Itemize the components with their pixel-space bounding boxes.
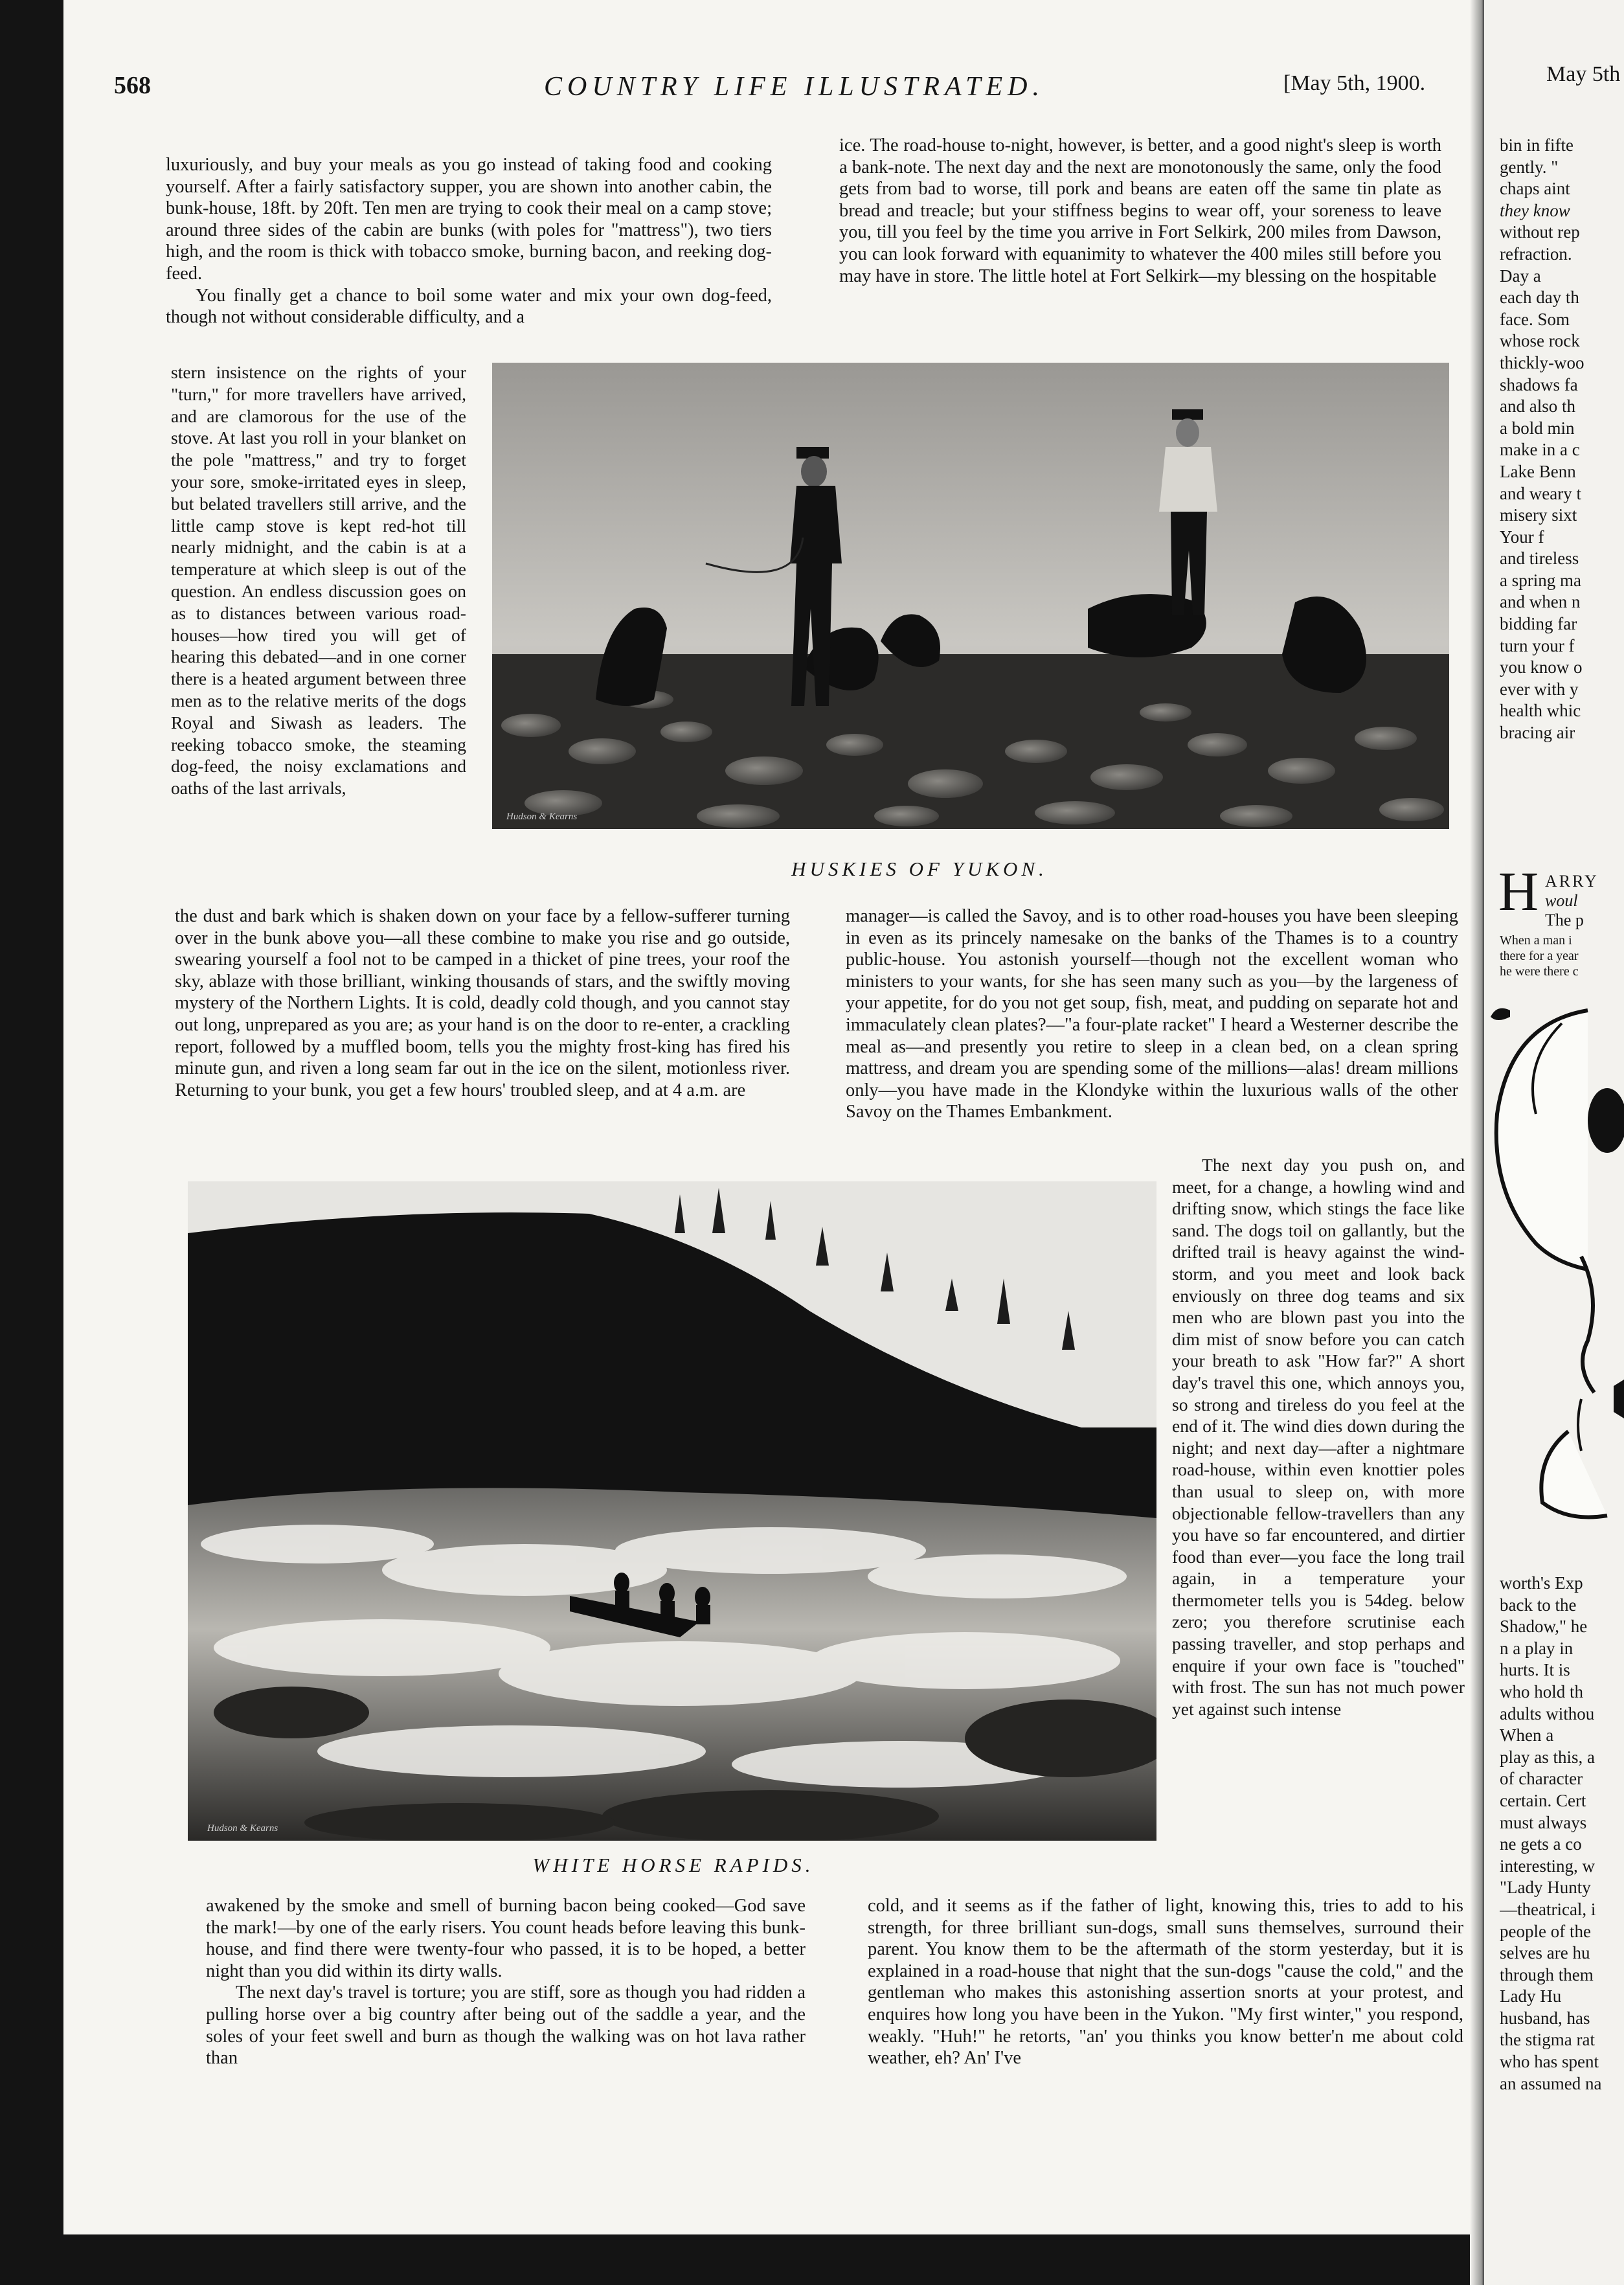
right-heading: ARRY woul The p (1545, 872, 1599, 929)
paragraph: the dust and bark which is shaken down on your face by a fellow-sufferer turning over in the bunk above you—all these combine to make you rise and go outside, swearing yourself a fool not to be camped in a thicket of pine trees, your roof the sky, ablaze with those brilliant, winking thousands of stars, and the swiftly moving mystery of the Northern Lights. It is cold, deadly cold though, and you cannot stay out long, unprepared as you are; as your hand is on the door to re-enter, a crackling report, followed by a muffled boom, tells you the mighty frost-king has fired his minute gun, and riven a long seam far out in the ice on the silent, motionless river. Returning to your bunk, you get a few hours' troubled sleep, and at 4 a.m. are (175, 906, 790, 1100)
issue-date: [May 5th, 1900. (1283, 71, 1426, 95)
paragraph: luxuriously, and buy your meals as you go instead of taking food and cooking yourself. After a fairly satisfactory supper, you are shown into another cabin, the bunk-house, 18ft. by 20ft. Ten men are trying to cook their meal on a camp stove; around three sides of the cabin are bunks (with poles for "mattress"), two tiers high, and the room is thick with tobacco smoke, burning bacon, and reeking dog-feed. (166, 155, 772, 284)
rapids-credit: Hudson & Kearns (207, 1823, 278, 1834)
col2-bottom-text (868, 1895, 1463, 2069)
right-page-header: May 5th (1546, 62, 1621, 86)
huskies-credit: Hudson & Kearns (506, 812, 578, 822)
col2-mid-text (846, 905, 1458, 1123)
huskies-photo (492, 363, 1449, 829)
paragraph: ice. The road-house to-night, however, is better, and a good night's sleep is worth a bank-note. The next day and the next are monotonously the same, only the food gets from bad to worse, till pork and beans are eaten off the same tin plate as bread and treacle; but your stiffness begins to wear off, your soreness to leave you, till you feel by the time you arrive in Fort Selkirk, 200 miles from Dawson, you can look forward with equanimity to whatever the 400 miles still before you may have in store. The little hotel at Fort Selkirk—my blessing on the hospitable (839, 135, 1441, 286)
col2-top-text (839, 135, 1441, 287)
paragraph: stern insistence on the rights of your "turn," for more travellers have arrived, and are clamorous for the use of the stove. At last you roll in your blanket on the pole "mattress," and try to forget your sore, smoke-irritated eyes in sleep, but belated travellers still arrive, and the little camp stove is kept red-hot till nearly midnight, and the cabin is at a temperature at which sleep is out of the question. An endless discussion goes on as to distances between various road-houses—how tired you will get of hearing this debated—and in one corner there is a heated argument between three men as to the relative merits of the dogs Royal and Siwash as leaders. The reeking tobacco smoke, the steaming dog-feed, the noisy exclamations and oaths of the last arrivals, (171, 362, 466, 799)
huskies-caption: HUSKIES OF YUKON. (791, 858, 1048, 880)
page-right (1484, 0, 1624, 2285)
right-col-top: bin in fifte gently. " chaps aint they know without rep refraction. Day a each day th face. Som whose rock thickly-woo shadows fa and also th a bold min make in a c Lake Benn and weary t misery sixt Your f and tireless a spring ma and when n bidding far turn your f you know o ever with y health whic bracing air (1500, 135, 1585, 743)
paragraph: cold, and it seems as if the father of light, knowing this, tries to add to his strength, for three brilliant sun-dogs, small suns themselves, surround their parent. You know them to be the aftermath of the storm yesterday, but it is explained in a road-house that night that the sun-dogs "cause the cold," and the gentleman who makes this astonishing assertion snorts at your protest, and enquires how long you have been in the Yukon. "My first winter," you respond, weakly. "Huh!" he retorts, "an' you thinks you know better'n me about cold weather, eh? An' I've (868, 1896, 1463, 2069)
paragraph: awakened by the smoke and smell of burning bacon being cooked—God save the mark!—by one of the early risers. You count heads before leaving this bunk-house, and find there were twenty-four who passed, it is to be hoped, a better night than you did within its dirty walls. (206, 1896, 806, 1981)
huskies-image (492, 363, 1449, 829)
cartoon-illustration (1484, 984, 1624, 1554)
col1-top-text (166, 154, 772, 328)
col1-bottom-text (206, 1895, 806, 2069)
rapids-photo (188, 1181, 1156, 1841)
page-number: 568 (114, 72, 151, 99)
col1-mid-text (175, 905, 790, 1101)
rapids-image (188, 1181, 1156, 1841)
drop-cap: H (1498, 860, 1539, 922)
rapids-caption: WHITE HORSE RAPIDS. (532, 1854, 815, 1876)
right-small-text: When a man i there for a year he were there c (1500, 933, 1579, 979)
paragraph: You finally get a chance to boil some water and mix your own dog-feed, though not without considerable difficulty, and a (166, 285, 772, 328)
col1-narrow-text (171, 361, 466, 799)
paragraph: The next day's travel is torture; you are stiff, sore as though you had ridden a pulling horse over a big country after being out of the saddle a year, and the soles of your feet swell and burn as though the walking was on hot lava rather than (206, 1983, 806, 2069)
col2-narrow-text (1172, 1154, 1465, 1720)
paragraph: manager—is called the Savoy, and is to other road-houses you have been sleeping in even as its princely namesake on the banks of the Thames is to a country public-house. You astonish yourself—though not the excellent woman who ministers to your wants, for she has seen many such as you—by the largeness of your appetite, for do you not get soup, fish, meat, and pudding on separate hot and immaculately clean plates?—"a four-plate racket" I heard a Westerner describe the meal as—and presently you retire to sleep in a clean bed, on a clean spring mattress, and dream you are spending some of the millions—alas! dream millions only—you have made in the Klondyke within the luxurious walls of the other Savoy on the Thames Embankment. (846, 906, 1458, 1122)
right-col-bottom: worth's Exp back to the Shadow," he n a play in hurts. It is who hold th adults withou When a play as this, a of character certain. Cert must always ne gets a co interesting, w "Lady Hunty —theatrical, i people of the selves are hu through them Lady Hu husband, has the stigma rat who has spent an assumed na (1500, 1573, 1602, 2093)
magazine-title: COUNTRY LIFE ILLUSTRATED. (544, 72, 1044, 102)
paragraph: The next day you push on, and meet, for a change, a howling wind and drifting snow, which stings the face like sand. The dogs toil on gallantly, but the drifted trail is heavy against the wind-storm, and you meet and look back enviously on three dog teams and six men who are blown past you into the dim mist of snow before you can catch your breath to ask "How far?" A short day's travel this one, which annoys you, so strong and tireless do you feel at the end of it. The wind dies down during the night; and next day—after a nightmare road-house, within even knottier poles than usual to sleep on, with more objectionable fellow-travellers than any you have so far encountered, and dirtier food than ever—you face the long trail again, in a temperature your thermometer tells you is 54deg. below zero; you therefore scrutinise each passing traveller, and stop perhaps and enquire if your own face is "touched" with frost. The sun has not much power yet against such intense (1172, 1155, 1465, 1719)
